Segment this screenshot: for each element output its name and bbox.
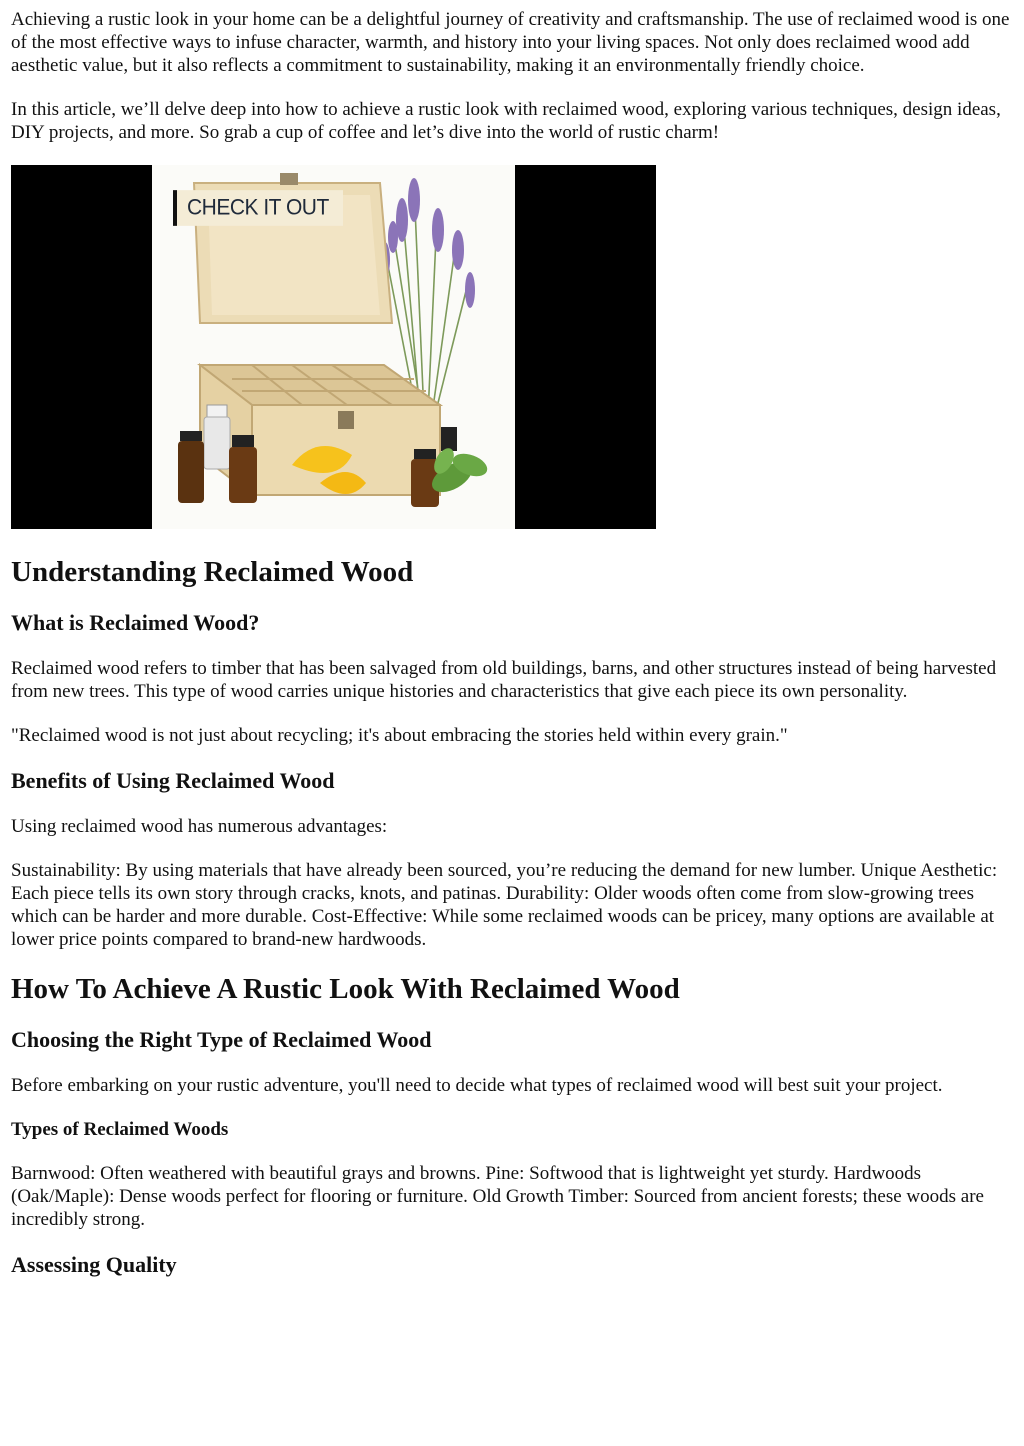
intro-paragraph-1: Achieving a rustic look in your home can be a delightful journey of creativity and craftsmanship. The use of reclaimed wood is one of the most effective ways to infuse character, warmth, and history into your living spaces. Not only does reclaimed wood add aesthetic value, but it also reflects a commitment to sustainability, making it an environmentally friendly choice. bbox=[11, 9, 1010, 76]
product-photo bbox=[152, 165, 515, 529]
subheading-benefits: Benefits of Using Reclaimed Wood bbox=[11, 768, 335, 793]
subheading-what-is: What is Reclaimed Wood? bbox=[11, 610, 260, 635]
what-paragraph: Reclaimed wood refers to timber that has been salvaged from old buildings, barns, and other structures instead of being harvested from new trees. This type of wood carries unique histories and characteristics that give each piece its own personality. bbox=[11, 658, 997, 702]
check-it-out-badge[interactable]: CHECK IT OUT bbox=[173, 190, 343, 226]
subheading-assessing: Assessing Quality bbox=[11, 1252, 177, 1277]
types-paragraph: Barnwood: Often weathered with beautiful grays and browns. Pine: Softwood that is lightweight yet sturdy. Hardwoods (Oak/Maple): Dense woods perfect for flooring or furniture. Old Growth Timber: Sourced from ancient forests; these woods are incredibly strong. bbox=[11, 1163, 984, 1230]
benefits-intro: Using reclaimed wood has numerous advantages: bbox=[11, 816, 388, 837]
section-title-how-to: How To Achieve A Rustic Look With Reclaimed Wood bbox=[11, 973, 680, 1005]
choosing-paragraph: Before embarking on your rustic adventure, you'll need to decide what types of reclaimed wood will best suit your project. bbox=[11, 1075, 943, 1096]
intro-paragraph-2: In this article, we’ll delve deep into how to achieve a rustic look with reclaimed wood, exploring various techniques, design ideas, DIY projects, and more. So grab a cup of coffee and let’s dive into the world of rustic charm! bbox=[11, 99, 1001, 143]
subheading-types: Types of Reclaimed Woods bbox=[11, 1119, 229, 1140]
quote-paragraph: "Reclaimed wood is not just about recycling; it's about embracing the stories held within every grain." bbox=[11, 725, 788, 746]
section-title-understanding: Understanding Reclaimed Wood bbox=[11, 556, 414, 588]
subheading-choosing: Choosing the Right Type of Reclaimed Wood bbox=[11, 1027, 432, 1052]
benefits-paragraph: Sustainability: By using materials that have already been sourced, you’re reducing the demand for new lumber. Unique Aesthetic: Each piece tells its own story through cracks, knots, and patinas. Durability: Older woods often come from slow-growing trees which can be harder and more durable. Cost-Effective: While some reclaimed woods can be pricey, many options are available at lower price points compared to brand-new hardwoods. bbox=[11, 860, 998, 950]
product-image[interactable] bbox=[11, 165, 656, 529]
